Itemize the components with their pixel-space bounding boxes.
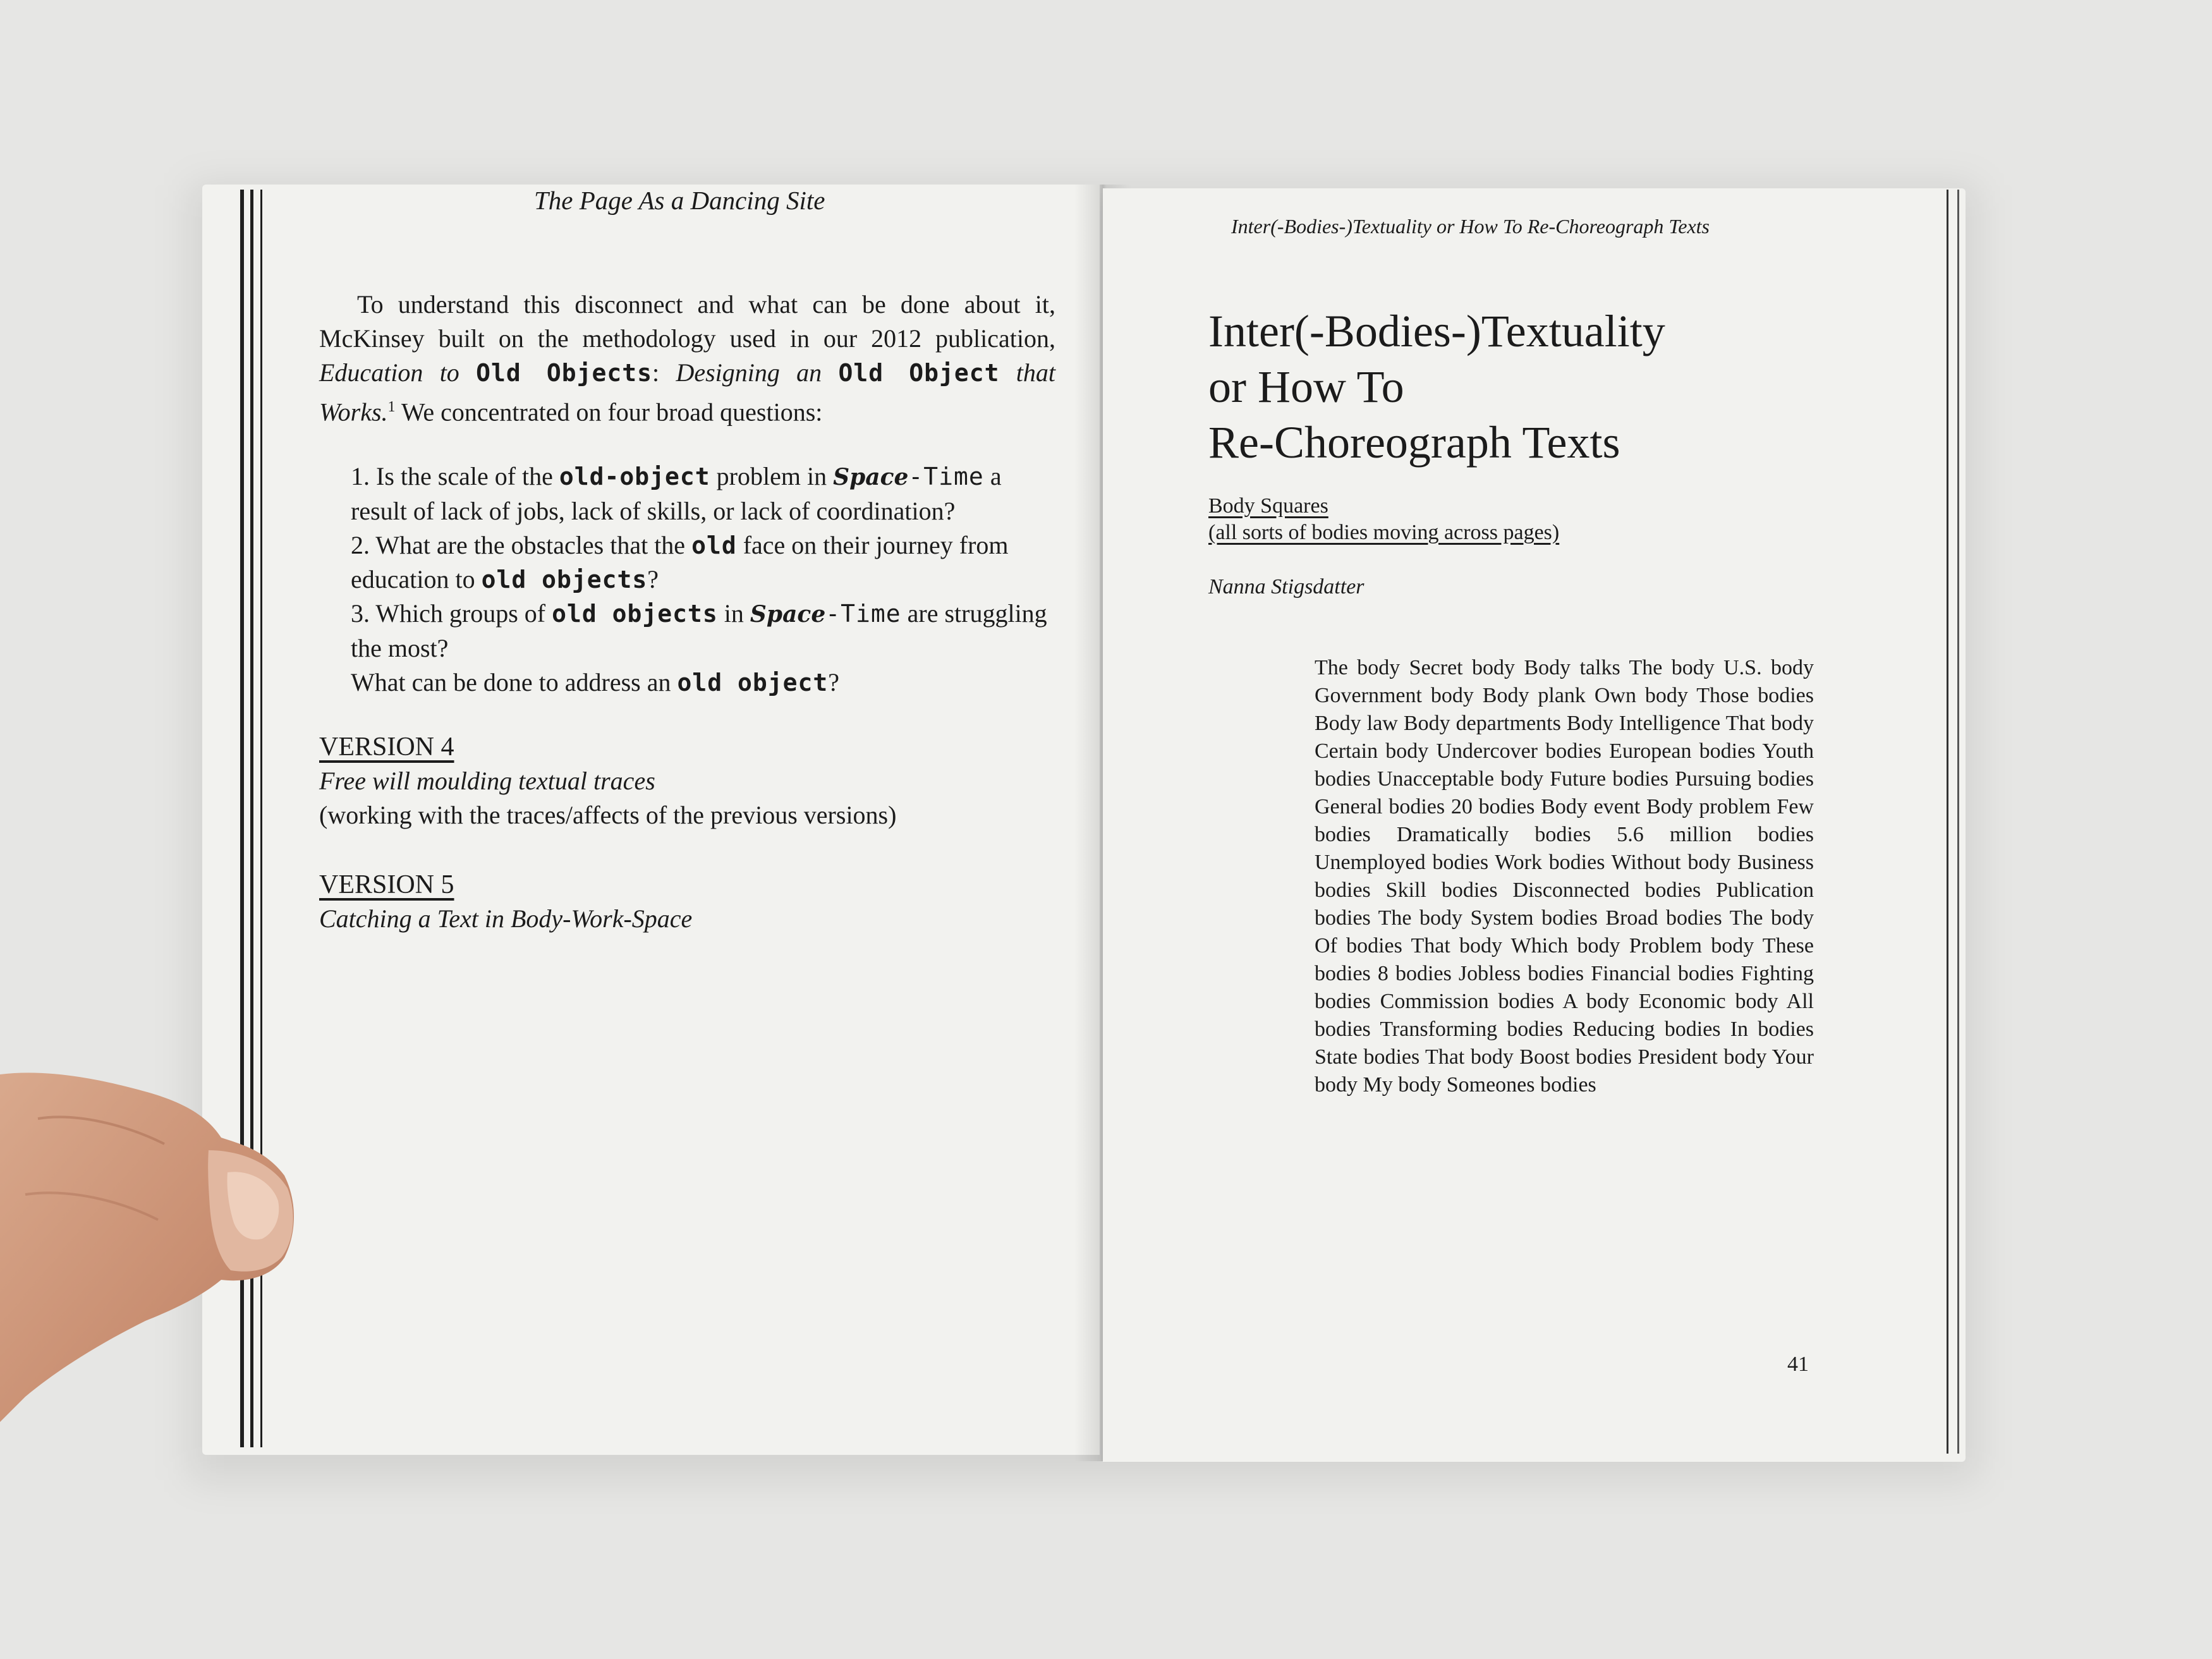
- q-text: 1. Is the scale of the: [351, 462, 553, 491]
- q-text: a result of lack of jobs, lack of skills, or lack of coordination?: [351, 462, 1002, 526]
- right-page-edge: [1947, 190, 1959, 1454]
- question-4: [351, 665, 1055, 700]
- mono-term: old: [691, 532, 737, 560]
- footnote-marker: 1: [387, 399, 396, 415]
- mono-term: old objects: [552, 600, 718, 628]
- version-4-note: (working with the traces/affects of the previous versions): [319, 801, 897, 830]
- intro-text-end: We concentrated on four broad questions:: [401, 398, 823, 427]
- intro-text: To understand this disconnect and what can be done about it, McKinsey built on the methodology used in our 2012 publication,: [319, 290, 1055, 353]
- mono-term: Old Objects: [476, 359, 653, 387]
- chapter-subtitle: [1208, 493, 1559, 546]
- q-text: 2. What are the obstacles that the: [351, 531, 686, 560]
- q-text: problem in: [716, 462, 827, 491]
- show-through-ghost: [354, 967, 1049, 1006]
- mono-term: Old Object: [838, 359, 1000, 387]
- q-text: What can be done to address an: [351, 668, 671, 697]
- intro-italic: Designing an: [676, 358, 822, 387]
- left-page-body: [319, 288, 1055, 936]
- mono-term: -Time: [825, 600, 901, 628]
- mono-term: old objects: [481, 566, 648, 594]
- title-line: Re-Choreograph Texts: [1208, 417, 1620, 468]
- question-1: [351, 459, 1055, 528]
- hand-image: [0, 1068, 303, 1542]
- question-2: [351, 528, 1055, 597]
- q-text: ?: [828, 668, 840, 697]
- q-text: in: [724, 599, 744, 628]
- running-head-right: Inter(-Bodies-)Textuality or How To Re-Choreograph Texts: [1231, 215, 1710, 238]
- intro-paragraph: [319, 288, 1055, 429]
- colon: :: [652, 358, 660, 387]
- intro-italic: Education to: [319, 358, 459, 387]
- version-4-heading: VERSION 4: [319, 732, 454, 762]
- question-3: [351, 597, 1055, 665]
- subtitle-line: (all sorts of bodies moving across pages): [1208, 521, 1560, 544]
- q-text: ?: [647, 565, 659, 594]
- subtitle-line: Body Squares: [1208, 494, 1328, 518]
- title-line: or How To: [1208, 362, 1404, 412]
- version-5-heading: VERSION 5: [319, 870, 454, 900]
- q-text: face on their journey from education to: [351, 531, 1009, 594]
- version-5-subtitle: Catching a Text in Body-Work-Space: [319, 904, 693, 933]
- script-term: Space: [750, 601, 826, 628]
- q-text: are struggling the most?: [351, 599, 1047, 663]
- body-squares-text: The body Secret body Body talks The body U.S. body Government body Body plank Own body Those bodies Body law Body departments Body Intelligence That body Certain body Undercover bodies European bodies Youth bodies Unacceptable body Future bodies Pursuing bodies General bodies 20 bodies Body event Body problem Few bodies Dramatically bodies 5.6 million bodies Unemployed bodies Work bodies Without body Business bodies Skill bodies Disconnected bodies Publication bodies The body System bodies Broad bodies The body Of bodies That body Which body Problem body These bodies 8 bodies Jobless bodies Financial bodies Fighting bodies Commission bodies A body Economic body All bodies Transforming bodies Reducing bodies In bodies State bodies That body Boost bodies President body Your body My body Someones bodies: [1315, 656, 1814, 1097]
- mono-term: -Time: [908, 463, 984, 491]
- chapter-title: [1208, 303, 1665, 470]
- page-number: 41: [1787, 1352, 1809, 1376]
- q-text: 3. Which groups of: [351, 599, 546, 628]
- mono-term: old object: [677, 669, 829, 697]
- title-line: Inter(-Bodies-)Textuality: [1208, 306, 1665, 356]
- running-head-left: The Page As a Dancing Site: [534, 186, 825, 215]
- mono-term: old-object: [559, 463, 710, 491]
- intro-italic: that Works.: [319, 358, 1056, 427]
- script-term: Space: [833, 464, 909, 491]
- version-4-subtitle: Free will moulding textual traces: [319, 767, 655, 796]
- author-name: Nanna Stigsdatter: [1208, 575, 1364, 599]
